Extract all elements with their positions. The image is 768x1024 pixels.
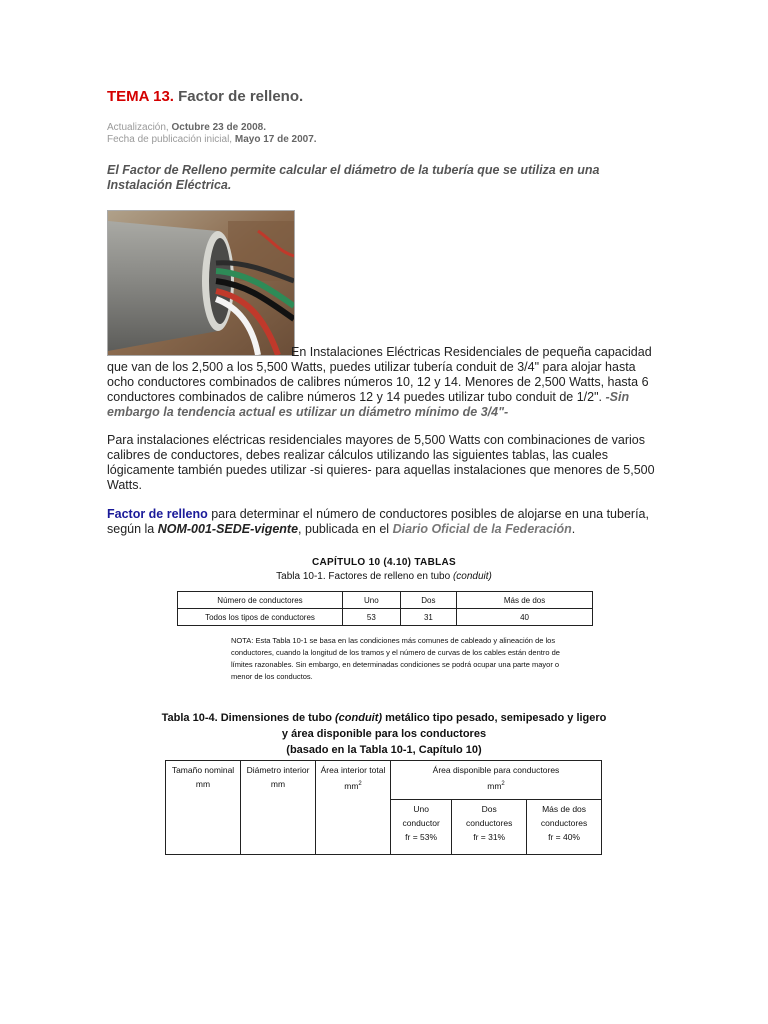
- table-10-1-title-text: Tabla 10-1. Factores de relleno en tubo: [276, 571, 453, 582]
- nom-reference: NOM-001-SEDE-vigente: [157, 522, 299, 536]
- update-label: Actualización,: [107, 122, 169, 133]
- table-10-4-title-pre: Tabla 10-4. Dimensiones de tubo: [161, 712, 335, 724]
- table-subheader-cell: [527, 800, 602, 855]
- table-cell: 31: [400, 609, 456, 626]
- col-unit: mm: [344, 780, 359, 791]
- table-cell: 53: [343, 609, 401, 626]
- table-header-cell: Número de conductores: [178, 592, 343, 609]
- sub-label: conductores: [466, 818, 513, 828]
- sub-label: conductor: [402, 818, 440, 828]
- paragraph-nom-reference: [107, 507, 657, 537]
- table-subheader-cell: [391, 800, 452, 855]
- table-10-4-title-line2: y área disponible para los conductores: [281, 728, 487, 740]
- table-10-1-note: NOTA: Esta Tabla 10-1 se basa en las condiciones más comunes de cableado y alineación de los conductores, cuando la longitud de los tramos y el número de curvas de los cables están dentro de límites razonables. Sin embargo, en determinadas condiciones se podrá ocupar una parte mayor o menor de los conductos.: [231, 636, 560, 681]
- sub-factor: fr = 31%: [473, 832, 506, 842]
- publish-label: Fecha de publicación inicial,: [107, 134, 233, 145]
- sub-factor: fr = 40%: [548, 832, 580, 842]
- chapter-title: CAPÍTULO 10 (4.10) TABLAS: [312, 557, 456, 568]
- table-row: [178, 592, 593, 609]
- table-cell: 40: [457, 609, 593, 626]
- tema-title: Factor de relleno.: [178, 88, 304, 105]
- paragraph3-end: .: [571, 522, 576, 536]
- sub-label: conductores: [540, 818, 588, 828]
- paragraph3-text1: para determinar el número de conductores posibles de alojarse en una tubería, según la: [107, 507, 649, 536]
- table-header-cell: Uno: [343, 592, 401, 609]
- squared-sup: 2: [501, 781, 505, 787]
- sub-factor: fr = 53%: [405, 832, 438, 842]
- paragraph1-highlight: -Sin embargo la tendencia actual es utilizar un diámetro mínimo de 3/4"-: [107, 390, 630, 419]
- col-label: Tamaño nominal: [171, 765, 235, 775]
- paragraph1-text: En Instalaciones Eléctricas Residenciales de pequeña capacidad que van de los 2,500 a los 5,500 Watts, puedes utilizar tubería conduit de 3/4" para alojar hasta ocho conductores combinados de calibres números 10, 12 y 14. Menores de 2,500 Watts, hasta 6 conductores combinados de calibre números 12 y 14 puedes utilizar tubo conduit de 1/2".: [107, 345, 652, 404]
- update-date: Octubre 23 de 2008.: [171, 122, 266, 133]
- col-label: Diámetro interior: [246, 765, 310, 775]
- table-header-cell: Dos: [400, 592, 456, 609]
- sub-label: Más de dos: [542, 804, 587, 814]
- page-title: [107, 88, 303, 105]
- publish-date: Mayo 17 de 2007.: [234, 134, 317, 145]
- table-10-4-title-em: (conduit): [335, 712, 383, 724]
- paragraph-large-installations: Para instalaciones eléctricas residenciales mayores de 5,500 Watts con combinaciones de varios calibres de conductores, debes realizar cálculos utilizando las siguientes tablas, las cuales lógicamente también puedes utilizar -si quieres- para aquellas instalaciones que menores de 5,500 Watts.: [107, 433, 655, 492]
- table-10-1: [177, 591, 593, 626]
- table-header-cell: [166, 761, 241, 855]
- table-subheader-cell: [452, 800, 527, 855]
- table-10-4-title: [0, 710, 768, 758]
- table-10-4-title-post: metálico tipo pesado, semipesado y ligero: [382, 712, 607, 724]
- sub-label: Dos: [481, 804, 497, 814]
- publication-meta: [107, 122, 317, 146]
- intro-text: El Factor de Relleno permite calcular el diámetro de la tubería que se utiliza en una Instalación Eléctrica.: [107, 163, 600, 192]
- conduit-photo-illustration: [108, 211, 294, 355]
- tema-label: TEMA 13.: [107, 88, 174, 105]
- paragraph3-text2: , publicada en el: [298, 522, 393, 536]
- col-label: Área interior total: [320, 765, 386, 775]
- table-row: [166, 761, 602, 800]
- table-header-cell: [241, 761, 316, 855]
- diario-oficial-link[interactable]: Diario Oficial de la Federación: [392, 522, 572, 536]
- table-10-4: [165, 760, 602, 855]
- factor-relleno-link[interactable]: Factor de relleno: [107, 507, 208, 521]
- col-unit: mm: [487, 780, 502, 791]
- table-10-4-title-line3: (basado en la Tabla 10-1, Capítulo 10): [286, 744, 482, 756]
- table-10-1-title-em: (conduit): [452, 571, 492, 582]
- conduit-wires-photo: [107, 210, 295, 356]
- col-label: Área disponible para conductores: [432, 765, 560, 775]
- sub-label: Uno: [413, 804, 429, 814]
- table-header-cell: Más de dos: [457, 592, 593, 609]
- squared-sup: 2: [358, 781, 362, 787]
- paragraph-small-installations: [107, 345, 657, 420]
- table-header-cell: [316, 761, 391, 855]
- col-unit: mm: [195, 779, 211, 789]
- table-cell: Todos los tipos de conductores: [178, 609, 343, 626]
- table-header-cell: [391, 761, 602, 800]
- table-10-1-title: [0, 571, 768, 582]
- table-row: [178, 609, 593, 626]
- col-unit: mm: [270, 779, 286, 789]
